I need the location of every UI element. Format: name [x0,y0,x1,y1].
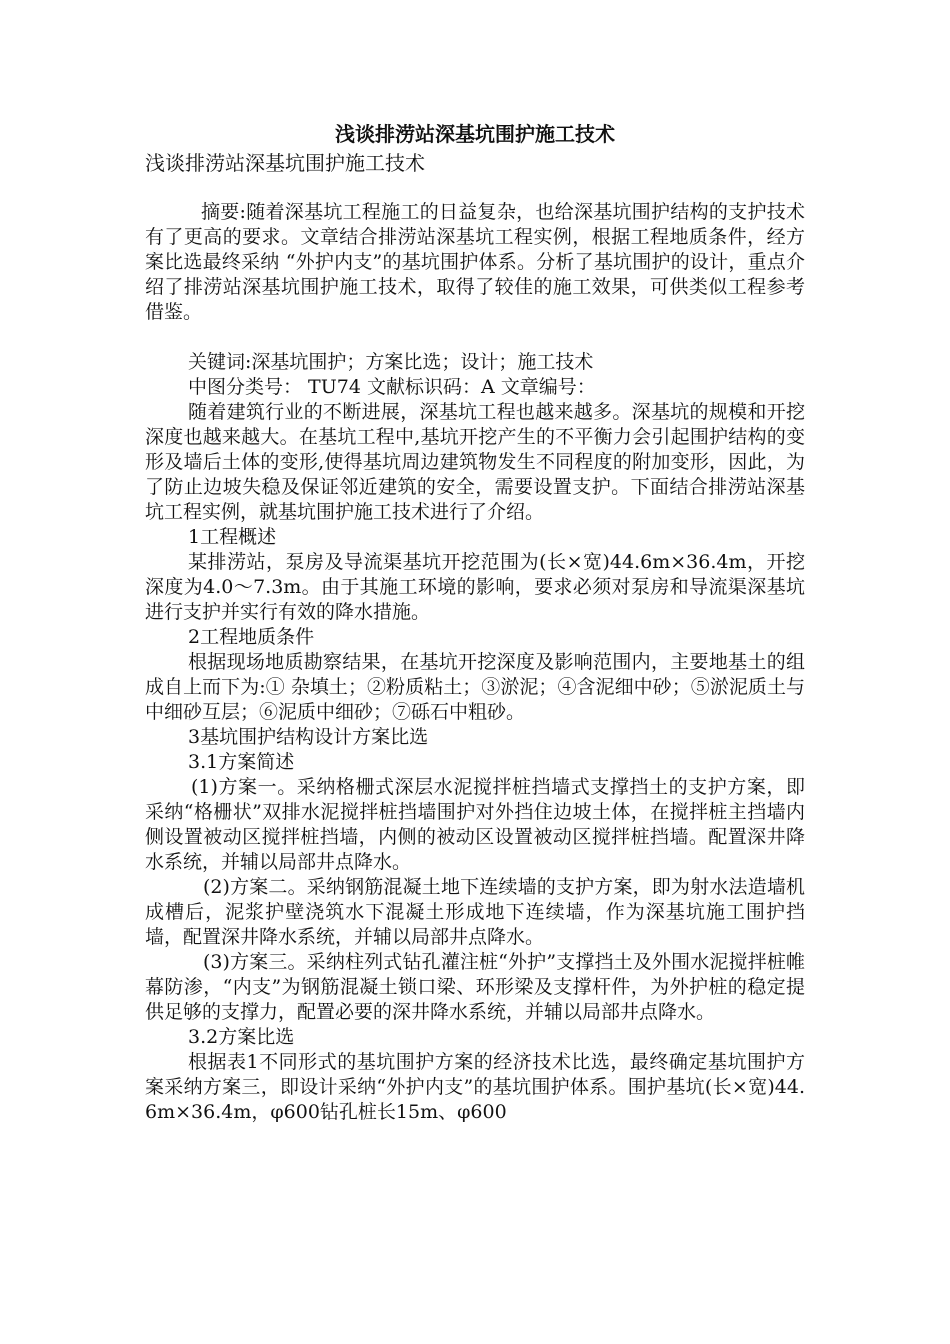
classification-line: 中图分类号： TU74 文献标识码：A 文章编号： [188,376,596,398]
option-2-paragraph: (2)方案二。采纳钢筋混凝土地下连续墙的支护方案，即为射水法造墙机成槽后，泥浆护壁浇筑水下混凝土形成地下连续墙，作为深基坑施工围护挡墙，配置深井降水系统，并辅以局部井点降水。 [145,876,805,948]
keywords-line: 关键词:深基坑围护；方案比选；设计；施工技术 [188,351,594,373]
section-1-heading: 1工程概述 [188,526,277,548]
option-3-paragraph: (3)方案三。采纳柱列式钻孔灌注桩“外护”支撑挡土及外围水泥搅拌桩帷幕防渗，“内支”为钢筋混凝土锁口梁、环形梁及支撑杆件，为外护桩的稳定提供足够的支撑力，配置必要的深井降水系统，并辅以局部井点降水。 [145,951,805,1023]
section-1-paragraph: 某排涝站，泵房及导流渠基坑开挖范围为(长×宽)44.6m×36.4m，开挖深度为4.0～7.3m。由于其施工环境的影响，要求必须对泵房和导流渠深基坑进行支护并实行有效的降水措施。 [145,551,805,623]
document-body [145,200,805,1125]
section-3-1-heading: 3.1方案简述 [188,751,295,773]
intro-paragraph: 随着建筑行业的不断进展，深基坑工程也越来越多。深基坑的规模和开挖深度也越来越大。在基坑工程中,基坑开挖产生的不平衡力会引起围护结构的变形及墙后土体的变形,使得基坑周边建筑物发生不同程度的附加变形，因此，为了防止边坡失稳及保证邻近建筑的安全，需要设置支护。下面结合排涝站深基坑工程实例，就基坑围护施工技术进行了介绍。 [145,401,805,523]
option-1-paragraph: (1)方案一。采纳格栅式深层水泥搅拌桩挡墙式支撑挡土的支护方案，即采纳“格栅状”双排水泥搅拌桩挡墙围护对外挡住边坡土体，在搅拌桩主挡墙内侧设置被动区搅拌桩挡墙，内侧的被动区设置被动区搅拌桩挡墙。配置深井降水系统，并辅以局部井点降水。 [145,776,805,873]
section-3-heading: 3基坑围护结构设计方案比选 [188,726,429,748]
section-2-paragraph: 根据现场地质勘察结果，在基坑开挖深度及影响范围内，主要地基土的组成自上而下为:① 杂填土；②粉质粘土；③淤泥；④含泥细中砂；⑤淤泥质土与中细砂互层；⑥泥质中细砂；⑦砾石中粗砂。 [145,651,805,723]
section-3-2-paragraph: 根据表1不同形式的基坑围护方案的经济技术比选，最终确定基坑围护方案采纳方案三，即设计采纳“外护内支”的基坑围护体系。围护基坑(长×宽)44.6m×36.4m，φ600钻孔桩长15m、φ600 [145,1051,805,1123]
section-3-2-heading: 3.2方案比选 [188,1026,295,1048]
document-subtitle: 浅谈排涝站深基坑围护施工技术 [145,151,425,175]
abstract-paragraph: 摘要:随着深基坑工程施工的日益复杂，也给深基坑围护结构的支护技术有了更高的要求。文章结合排涝站深基坑工程实例，根据工程地质条件，经方案比选最终采纳 “外护内支”的基坑围护体系。分析了基坑围护的设计，重点介绍了排涝站深基坑围护施工技术，取得了较佳的施工效果，可供类似工程参考借鉴。 [145,201,805,323]
section-2-heading: 2工程地质条件 [188,626,315,648]
document-title: 浅谈排涝站深基坑围护施工技术 [335,122,615,146]
